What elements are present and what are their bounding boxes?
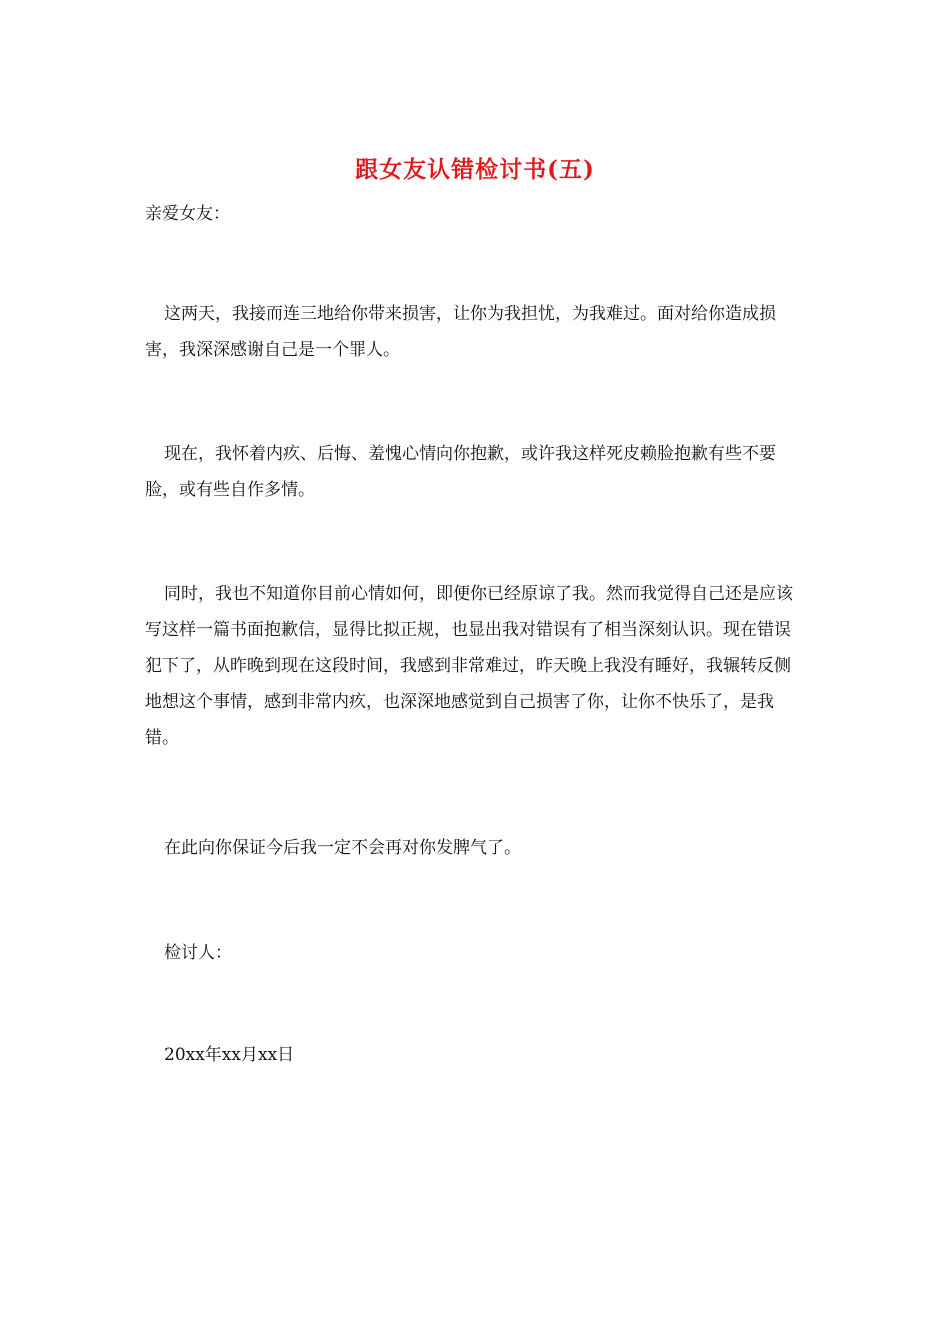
paragraph-1: 这两天，我接而连三地给你带来损害，让你为我担忧，为我难过。面对给你造成损害，我深深感谢自己是一个罪人。 [145, 304, 776, 360]
paragraph-3: 同时，我也不知道你目前心情如何，即便你已经原谅了我。然而我觉得自己还是应该写这样一篇书面抱歉信，显得比拟正规，也显出我对错误有了相当深刻认识。现在错误犯下了，从昨晚到现在这段时间，我感到非常难过，昨天晚上我没有睡好，我辗转反侧地想这个事情，感到非常内疚，也深深地感觉到自己损害了你，让你不快乐了，是我错。 [145, 584, 793, 748]
document-title: 跟女友认错检讨书(五) [355, 156, 595, 183]
date-line: 20xx年xx月xx日 [164, 1045, 295, 1065]
paragraph-4: 在此向你保证今后我一定不会再对你发脾气了。 [164, 838, 521, 858]
greeting: 亲爱女友： [145, 204, 230, 224]
signature-label: 检讨人： [164, 943, 232, 963]
paragraph-2: 现在，我怀着内疚、后悔、羞愧心情向你抱歉，或许我这样死皮赖脸抱歉有些不要脸，或有些自作多情。 [145, 444, 776, 500]
